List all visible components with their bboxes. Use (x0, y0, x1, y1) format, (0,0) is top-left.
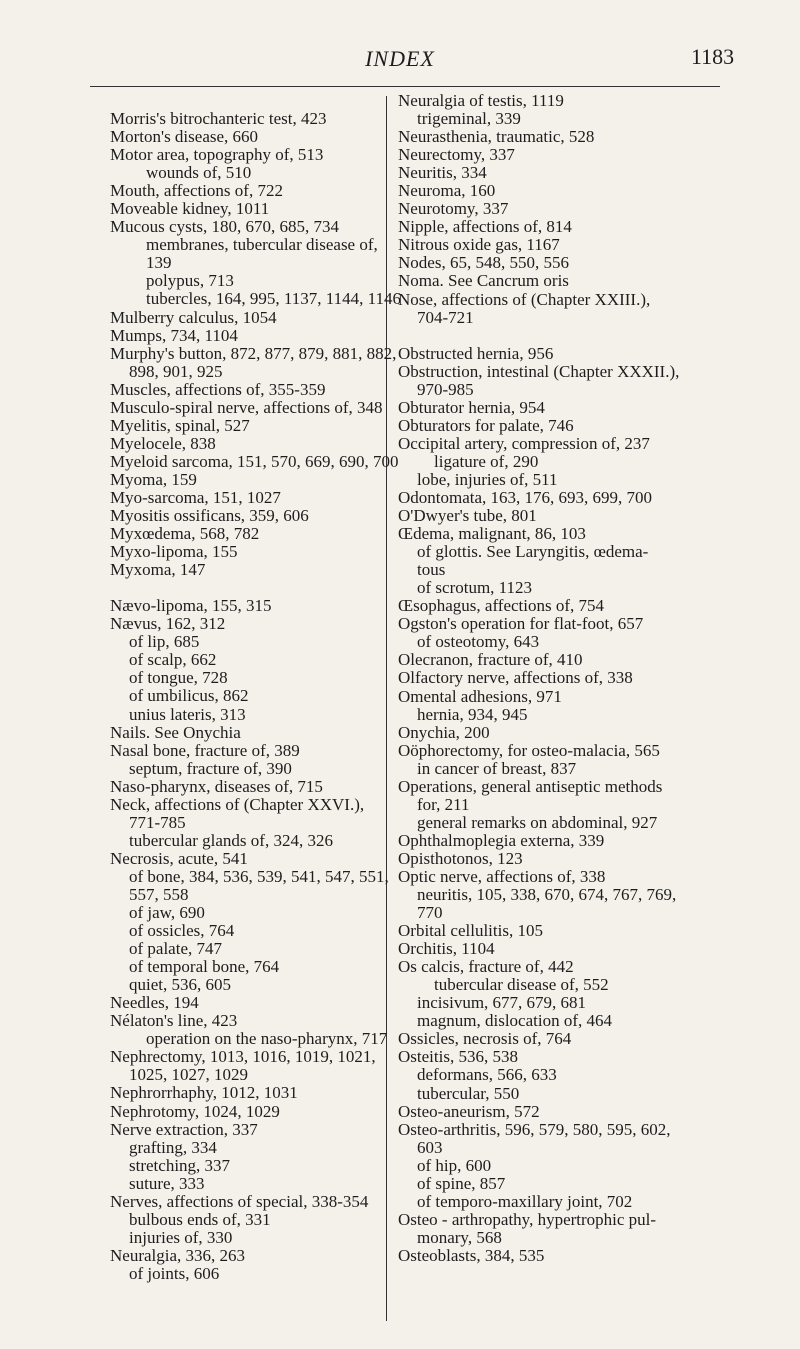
index-entry: Musculo-spiral nerve, affections of, 348 (110, 397, 383, 417)
index-entry: Myeloid sarcoma, 151, 570, 669, 690, 700 (110, 451, 399, 471)
index-subentry: hernia, 934, 945 (417, 704, 528, 724)
index-subentry: 771-785 (129, 812, 186, 832)
index-entry: Mumps, 734, 1104 (110, 325, 238, 345)
index-subentry: of hip, 600 (417, 1155, 492, 1175)
index-subentry: injuries of, 330 (129, 1227, 233, 1247)
index-entry: Neuralgia of testis, 1119 (398, 91, 564, 110)
index-entry: Motor area, topography of, 513 (110, 145, 324, 165)
index-entry: Osteitis, 536, 538 (398, 1047, 518, 1067)
index-subentry: 770 (417, 903, 443, 923)
index-entry: Myositis ossificans, 359, 606 (110, 506, 309, 526)
index-entry: Nose, affections of (Chapter XXIII.), (398, 289, 651, 309)
index-entry: Nephrotomy, 1024, 1029 (110, 1101, 280, 1121)
index-subentry: deformans, 566, 633 (417, 1065, 557, 1085)
index-entry: Nerve extraction, 337 (110, 1119, 258, 1139)
index-entry: Orchitis, 1104 (398, 939, 495, 959)
index-subentry: wounds of, 510 (146, 163, 252, 183)
index-entry: Operations, general antiseptic methods (398, 776, 663, 796)
index-entry: Mouth, affections of, 722 (110, 181, 283, 201)
index-entry: O'Dwyer's tube, 801 (398, 506, 537, 526)
index-entry: Opisthotonos, 123 (398, 848, 523, 868)
index-subentry: incisivum, 677, 679, 681 (417, 993, 587, 1013)
index-entry: Neck, affections of (Chapter XXVI.), (110, 794, 365, 814)
index-subentry: of palate, 747 (129, 939, 222, 959)
index-subentry: of umbilicus, 862 (129, 686, 249, 706)
index-entry: Murphy's button, 872, 877, 879, 881, 882, (110, 343, 397, 363)
index-entry: Necrosis, acute, 541 (110, 848, 248, 868)
index-subentry: unius lateris, 313 (129, 704, 246, 724)
index-subentry: 603 (417, 1137, 443, 1157)
index-entry: Myxœdema, 568, 782 (110, 524, 260, 544)
index-entry: Neuroma, 160 (398, 181, 496, 201)
index-entry: Ossicles, necrosis of, 764 (398, 1029, 572, 1049)
index-subentry: of osteotomy, 643 (417, 632, 540, 652)
index-subentry: of scrotum, 1123 (417, 578, 533, 598)
index-entry: Odontomata, 163, 176, 693, 699, 700 (398, 487, 653, 507)
index-entry: Osteo - arthropathy, hypertrophic pul- (398, 1209, 657, 1229)
index-entry: Nephrorrhaphy, 1012, 1031 (110, 1083, 298, 1103)
index-subentry: of ossicles, 764 (129, 921, 235, 941)
index-entry: Mulberry calculus, 1054 (110, 307, 277, 327)
index-entry: Morris's bitrochanteric test, 423 (110, 109, 327, 128)
index-entry: Myxo-lipoma, 155 (110, 542, 238, 562)
index-entry: Onychia, 200 (398, 722, 490, 742)
index-entry: Obstructed hernia, 956 (398, 343, 554, 363)
index-subentry: lobe, injuries of, 511 (417, 469, 558, 489)
index-entry: Myelitis, spinal, 527 (110, 415, 250, 435)
index-subentry: of lip, 685 (129, 632, 200, 652)
section-gap (398, 327, 723, 345)
index-entry: Nasal bone, fracture of, 389 (110, 740, 300, 760)
header-rule (90, 86, 720, 87)
index-subentry: of joints, 606 (129, 1263, 220, 1283)
index-entry: Neuralgia, 336, 263 (110, 1245, 246, 1265)
index-subentry: of bone, 384, 536, 539, 541, 547, 551, (129, 866, 389, 886)
index-subentry: 898, 901, 925 (129, 361, 223, 381)
index-subentry: grafting, 334 (129, 1137, 217, 1157)
index-entry: Nerves, affections of special, 338-354 (110, 1191, 369, 1211)
index-entry: Œsophagus, affections of, 754 (398, 596, 605, 616)
section-gap (110, 579, 380, 597)
index-subentry: 139 (146, 253, 172, 273)
index-entry: Neuritis, 334 (398, 163, 487, 183)
index-subentry: membranes, tubercular disease of, (146, 235, 378, 255)
right-index-column (398, 92, 723, 1265)
index-subentry: of temporo-maxillary joint, 702 (417, 1191, 633, 1211)
index-subentry: 970-985 (417, 379, 474, 399)
index-entry: Obturators for palate, 746 (398, 415, 574, 435)
index-entry: Nephrectomy, 1013, 1016, 1019, 1021, (110, 1047, 376, 1067)
index-entry: Neurectomy, 337 (398, 145, 515, 165)
index-entry: Morton's disease, 660 (110, 127, 259, 147)
index-subentry: tubercular, 550 (417, 1083, 520, 1103)
index-subentry: of temporal bone, 764 (129, 957, 280, 977)
index-entry: Osteo-arthritis, 596, 579, 580, 595, 602, (398, 1119, 671, 1139)
index-subentry: tubercular glands of, 324, 326 (129, 830, 333, 850)
index-subentry: 1025, 1027, 1029 (129, 1065, 248, 1085)
index-entry: Mucous cysts, 180, 670, 685, 734 (110, 217, 340, 237)
index-entry: Neurotomy, 337 (398, 199, 509, 219)
index-subentry: trigeminal, 339 (417, 109, 521, 129)
index-entry: Naso-pharynx, diseases of, 715 (110, 776, 323, 796)
index-entry: Nélaton's line, 423 (110, 1011, 238, 1031)
index-subentry: of glottis. See Laryngitis, œdema- (417, 542, 649, 562)
index-entry: Myelocele, 838 (110, 433, 216, 453)
index-entry: Occipital artery, compression of, 237 (398, 433, 650, 453)
index-subentry: 704-721 (417, 307, 474, 327)
index-subentry: suture, 333 (129, 1173, 205, 1193)
index-subentry: tous (417, 560, 446, 580)
index-subentry: of spine, 857 (417, 1173, 506, 1193)
index-subentry: for, 211 (417, 794, 470, 814)
index-subentry: neuritis, 105, 338, 670, 674, 767, 769, (417, 885, 677, 905)
index-entry: Ogston's operation for flat-foot, 657 (398, 614, 644, 634)
index-entry: Obstruction, intestinal (Chapter XXXII.), (398, 361, 680, 381)
index-subentry: tubercles, 164, 995, 1137, 1144, 1146 (146, 289, 401, 309)
index-subentry: bulbous ends of, 331 (129, 1209, 271, 1229)
index-entry: Olecranon, fracture of, 410 (398, 650, 583, 670)
index-subentry: ligature of, 290 (434, 451, 539, 471)
index-entry: Osteoblasts, 384, 535 (398, 1245, 545, 1265)
running-head: INDEX (365, 46, 435, 71)
index-subentry: of scalp, 662 (129, 650, 217, 670)
index-subentry: quiet, 536, 605 (129, 975, 231, 995)
index-entry: Orbital cellulitis, 105 (398, 921, 543, 941)
index-entry: Ophthalmoplegia externa, 339 (398, 830, 605, 850)
index-entry: Nævo-lipoma, 155, 315 (110, 596, 272, 616)
index-subentry: of jaw, 690 (129, 903, 205, 923)
left-index-column (110, 109, 401, 1283)
index-subentry: tubercular disease of, 552 (434, 975, 609, 995)
index-entry: Neurasthenia, traumatic, 528 (398, 127, 595, 147)
index-entry: Muscles, affections of, 355-359 (110, 379, 326, 399)
index-entry: Nævus, 162, 312 (110, 614, 226, 634)
index-subentry: in cancer of breast, 837 (417, 758, 577, 778)
index-entry: Needles, 194 (110, 993, 199, 1013)
index-subentry: septum, fracture of, 390 (129, 758, 292, 778)
index-entry: Moveable kidney, 1011 (110, 199, 270, 219)
index-entry: Nitrous oxide gas, 1167 (398, 235, 560, 255)
index-entry: Œdema, malignant, 86, 103 (398, 524, 586, 544)
index-subentry: magnum, dislocation of, 464 (417, 1011, 613, 1031)
index-entry: Osteo-aneurism, 572 (398, 1101, 540, 1121)
index-entry: Nodes, 65, 548, 550, 556 (398, 253, 569, 273)
index-entry: Oöphorectomy, for osteo-malacia, 565 (398, 740, 660, 760)
index-entry: Olfactory nerve, affections of, 338 (398, 668, 633, 688)
index-entry: Nails. See Onychia (110, 722, 241, 742)
index-entry: Optic nerve, affections of, 338 (398, 866, 606, 886)
index-subentry: stretching, 337 (129, 1155, 231, 1175)
index-subentry: of tongue, 728 (129, 668, 228, 688)
index-entry: Myxoma, 147 (110, 560, 206, 580)
page-number: 1183 (691, 44, 735, 69)
index-subentry: 557, 558 (129, 884, 189, 904)
index-entry: Noma. See Cancrum oris (398, 271, 569, 291)
index-entry: Myoma, 159 (110, 469, 197, 489)
index-subentry: operation on the naso-pharynx, 717 (146, 1029, 388, 1049)
index-entry: Os calcis, fracture of, 442 (398, 957, 574, 977)
index-entry: Myo-sarcoma, 151, 1027 (110, 487, 281, 507)
index-entry: Obturator hernia, 954 (398, 397, 545, 417)
index-subentry: monary, 568 (417, 1227, 502, 1247)
index-subentry: general remarks on abdominal, 927 (417, 812, 658, 832)
index-entry: Nipple, affections of, 814 (398, 217, 572, 237)
column-divider (386, 96, 387, 1321)
index-subentry: polypus, 713 (146, 271, 234, 291)
index-entry: Omental adhesions, 971 (398, 686, 562, 706)
